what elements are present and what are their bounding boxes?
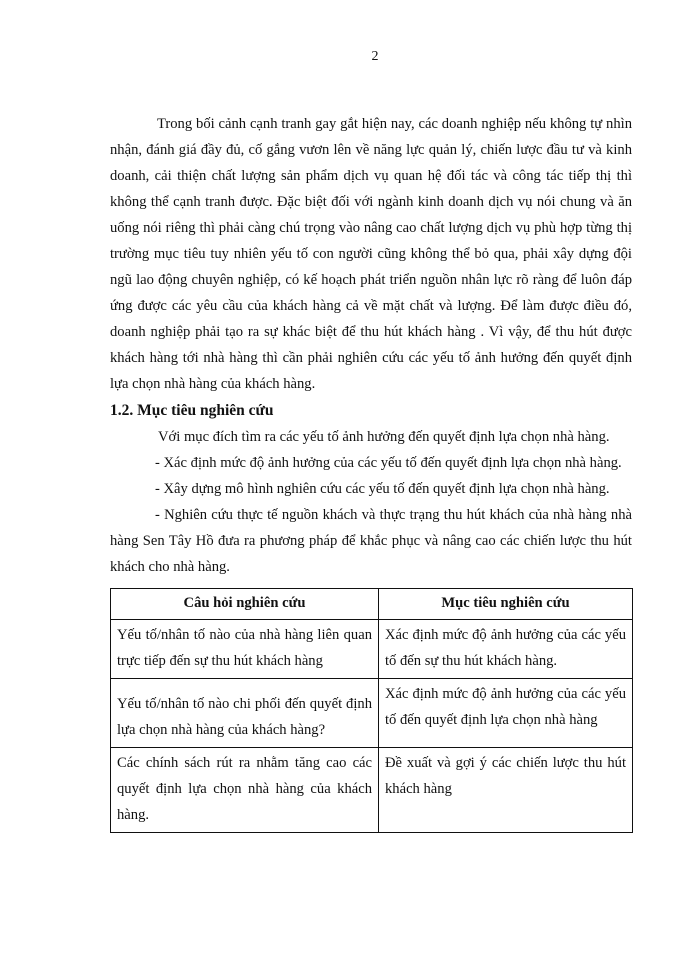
column-header-goal: Mục tiêu nghiên cứu — [379, 589, 633, 620]
objective-item: - Xác định mức độ ảnh hưởng của các yếu tố đến quyết định lựa chọn nhà hàng. — [155, 455, 622, 471]
goal-cell: Xác định mức độ ảnh hưởng của các yếu tố đến quyết định lựa chọn nhà hàng — [379, 679, 633, 748]
question-cell: Yếu tố/nhân tố nào của nhà hàng liên quan trực tiếp đến sự thu hút khách hàng — [111, 620, 379, 679]
table-row — [111, 620, 633, 679]
objective-item: - Xây dựng mô hình nghiên cứu các yếu tố đến quyết định lựa chọn nhà hàng. — [155, 481, 610, 497]
document-body — [110, 111, 632, 833]
research-table — [110, 588, 633, 833]
page-number: 2 — [371, 49, 379, 64]
table-row — [111, 679, 633, 748]
column-header-question: Câu hỏi nghiên cứu — [111, 589, 379, 620]
section-heading: 1.2. Mục tiêu nghiên cứu — [110, 402, 274, 419]
goal-cell: Đề xuất và gợi ý các chiến lược thu hút khách hàng — [379, 748, 633, 833]
question-cell: Yếu tố/nhân tố nào chi phối đến quyết định lựa chọn nhà hàng của khách hàng? — [111, 679, 379, 748]
table-row — [111, 748, 633, 833]
goal-cell: Xác định mức độ ảnh hưởng của các yếu tố đến sự thu hút khách hàng. — [379, 620, 633, 679]
intro-paragraph: Trong bối cảnh cạnh tranh gay gắt hiện nay, các doanh nghiệp nếu không tự nhìn nhận, đánh giá đầy đủ, cố gắng vươn lên về năng lực quản lý, chiến lược đầu tư và kinh doanh, cải thiện chất lượng sản phẩm dịch vụ quan hệ đối tác và công tác tiếp thị thì không thể cạnh tranh được. Đặc biệt đối với ngành kinh doanh dịch vụ nói chung và ăn uống nói riêng thì phải càng chú trọng vào nâng cao chất lượng dịch vụ phù hợp từng thị trường mục tiêu tuy nhiên yếu tố con người cũng không thể bỏ qua, phải xây dựng đội ngũ lao động chuyên nghiệp, có kế hoạch phát triển nguồn nhân lực rõ ràng để luôn đáp ứng được các yêu cầu của khách hàng cả về mặt chất và lượng. Để làm được điều đó, doanh nghiệp phải tạo ra sự khác biệt để thu hút khách hàng . Vì vậy, để thu hút được khách hàng tới nhà hàng thì cần phải nghiên cứu các yếu tố ảnh hưởng đến quyết định lựa chọn nhà hàng của khách hàng. — [110, 116, 632, 392]
table-header-row — [111, 589, 633, 620]
objective-intro: Với mục đích tìm ra các yếu tố ảnh hưởng đến quyết định lựa chọn nhà hàng. — [158, 429, 610, 445]
question-cell: Các chính sách rút ra nhằm tăng cao các quyết định lựa chọn nhà hàng của khách hàng. — [111, 748, 379, 833]
objective-item: - Nghiên cứu thực tế nguồn khách và thực trạng thu hút khách của nhà hàng nhà hàng Sen Tây Hồ đưa ra phương pháp để khắc phục và nâng cao các chiến lược thu hút khách cho nhà hàng. — [110, 507, 632, 575]
